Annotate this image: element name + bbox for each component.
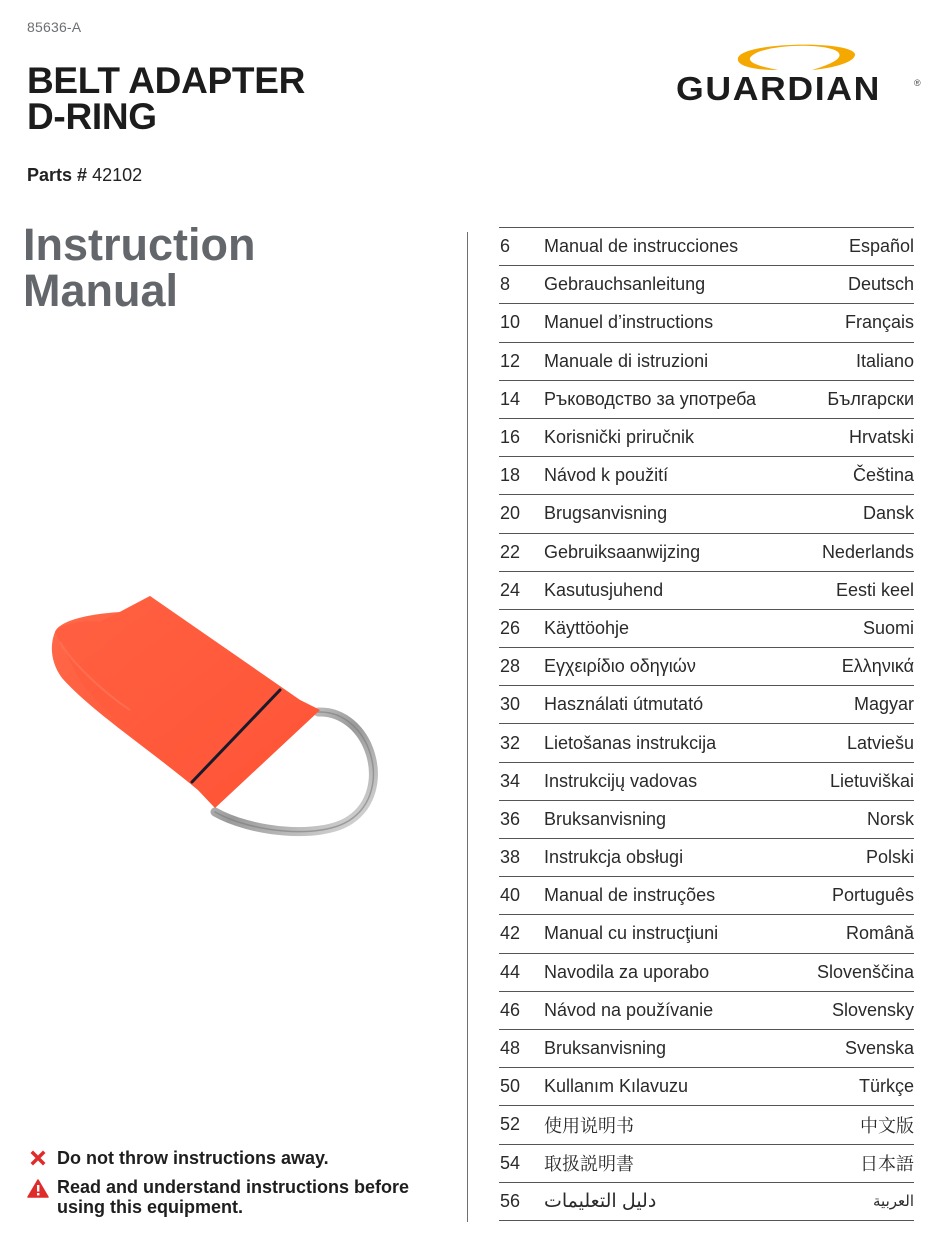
toc-row[interactable] (499, 992, 914, 1030)
toc-manual-title: Εγχειρίδιο οδηγιών (544, 656, 696, 677)
toc-manual-title: Bruksanvisning (544, 808, 667, 829)
toc-language: Svenska (844, 1038, 914, 1059)
toc-page-number: 26 (500, 617, 521, 638)
toc-manual-title: 使用说明书 (544, 1115, 634, 1136)
toc-page-number: 44 (500, 961, 521, 982)
toc-manual-title: Manuale di istruzioni (544, 350, 709, 371)
toc-row[interactable] (499, 1145, 914, 1183)
notice-read-instructions (27, 1177, 457, 1217)
toc-page-number: 38 (500, 847, 521, 868)
toc-language: Eesti keel (835, 579, 914, 600)
toc-language: Türkçe (858, 1076, 914, 1097)
manual-title-line2: Manual (23, 265, 179, 316)
manual-title-line1: Instruction (23, 219, 256, 270)
toc-page-number: 28 (500, 656, 521, 677)
toc-language: Suomi (862, 617, 914, 638)
toc-manual-title: Navodila za uporabo (544, 961, 710, 982)
toc-manual-title: Ръководство за употреба (544, 388, 757, 409)
parts-number (27, 165, 142, 186)
toc-manual-title: Bruksanvisning (544, 1038, 667, 1059)
toc-manual-title: Brugsanvisning (544, 503, 668, 524)
toc-language: العربية (873, 1193, 914, 1211)
column-divider (467, 232, 468, 1222)
toc-row[interactable] (499, 457, 914, 495)
toc-manual-title: Manual de instruções (544, 885, 716, 906)
notices (27, 1148, 457, 1226)
toc-manual-title: Használati útmutató (544, 694, 704, 715)
toc-page-number: 54 (500, 1152, 521, 1173)
warning-triangle-icon (27, 1179, 49, 1198)
toc-page-number: 12 (500, 350, 521, 371)
product-photo (0, 550, 460, 880)
toc-language: Română (845, 923, 914, 944)
toc-row[interactable] (499, 228, 914, 266)
toc-manual-title: Kasutusjuhend (544, 579, 664, 600)
toc-language: Ελληνικά (841, 656, 914, 677)
toc-language: Slovensky (831, 999, 914, 1020)
toc-manual-title: Návod na používanie (544, 999, 714, 1020)
toc-page-number: 6 (500, 236, 511, 257)
guardian-logo (676, 38, 926, 108)
toc-row[interactable] (499, 648, 914, 686)
toc-page-number: 42 (500, 923, 521, 944)
toc-row[interactable] (499, 686, 914, 724)
notice-keep-instructions (27, 1148, 457, 1168)
toc-page-number: 16 (500, 427, 521, 448)
toc-row[interactable] (499, 1183, 914, 1221)
toc-row[interactable] (499, 1030, 914, 1068)
toc-language: Português (831, 885, 914, 906)
document-id: 85636-A (27, 19, 82, 35)
toc-manual-title: Gebruiksaanwijzing (544, 541, 701, 562)
toc-row[interactable] (499, 304, 914, 342)
toc-language: Nederlands (821, 541, 914, 562)
toc-manual-title: Manual cu instrucţiuni (544, 923, 719, 944)
toc-page-number: 30 (500, 694, 521, 715)
parts-label: Parts # (27, 165, 88, 185)
toc-row[interactable] (499, 954, 914, 992)
toc-page-number: 48 (500, 1038, 521, 1059)
toc-manual-title: Manual de instrucciones (544, 236, 739, 257)
product-title-line1: BELT ADAPTER (27, 60, 306, 101)
toc-manual-title: Kullanım Kılavuzu (544, 1076, 689, 1097)
manual-title (23, 219, 256, 316)
toc-page-number: 24 (500, 579, 521, 600)
notice-text: Read and understand instructions before using this equipment. (57, 1177, 410, 1217)
toc-page-number: 50 (500, 1076, 521, 1097)
toc-row[interactable] (499, 572, 914, 610)
toc-language: Español (848, 236, 914, 257)
toc-page-number: 18 (500, 465, 521, 486)
toc-row[interactable] (499, 801, 914, 839)
toc-page-number: 14 (500, 388, 521, 409)
toc-language: Français (844, 312, 914, 333)
product-title (27, 60, 306, 137)
notice-text: Do not throw instructions away. (57, 1148, 329, 1168)
toc-manual-title: دليل التعليمات (544, 1190, 657, 1212)
toc-row[interactable] (499, 343, 914, 381)
toc-page-number: 52 (500, 1114, 521, 1135)
language-table-of-contents (499, 227, 914, 1221)
toc-language: 日本語 (860, 1154, 914, 1175)
logo-wordmark: GUARDIAN (676, 70, 882, 107)
toc-row[interactable] (499, 610, 914, 648)
toc-page-number: 34 (500, 770, 521, 791)
toc-page-number: 10 (500, 312, 521, 333)
toc-language: Deutsch (847, 274, 914, 295)
toc-row[interactable] (499, 266, 914, 304)
toc-manual-title: 取扱説明書 (544, 1154, 634, 1175)
toc-row[interactable] (499, 724, 914, 762)
toc-page-number: 32 (500, 732, 521, 753)
registered-mark: ® (914, 78, 921, 88)
toc-manual-title: Návod k použití (544, 465, 669, 486)
toc-language: 中文版 (860, 1115, 914, 1136)
toc-page-number: 36 (500, 808, 521, 829)
toc-language: Dansk (862, 503, 914, 524)
toc-page-number: 40 (500, 885, 521, 906)
toc-page-number: 56 (500, 1190, 521, 1211)
toc-manual-title: Käyttöohje (544, 617, 630, 638)
toc-manual-title: Lietošanas instrukcija (544, 732, 717, 753)
toc-row[interactable] (499, 763, 914, 801)
toc-language: Hrvatski (848, 427, 914, 448)
toc-language: Lietuviškai (829, 770, 914, 791)
toc-language: Norsk (866, 808, 914, 829)
toc-page-number: 46 (500, 999, 521, 1020)
toc-manual-title: Instrukcja obsługi (544, 847, 684, 868)
toc-language: Български (827, 388, 914, 409)
toc-language: Slovenščina (816, 961, 914, 982)
toc-manual-title: Manuel d’instructions (544, 312, 714, 333)
toc-row[interactable] (499, 1106, 914, 1144)
toc-manual-title: Instrukcijų vadovas (544, 770, 698, 791)
toc-row[interactable] (499, 419, 914, 457)
toc-row[interactable] (499, 1068, 914, 1106)
toc-language: Latviešu (846, 732, 914, 753)
toc-row[interactable] (499, 534, 914, 572)
toc-row[interactable] (499, 495, 914, 533)
toc-row[interactable] (499, 877, 914, 915)
toc-manual-title: Gebrauchsanleitung (544, 274, 706, 295)
x-mark-icon (27, 1150, 49, 1166)
toc-page-number: 20 (500, 503, 521, 524)
logo-swoosh-icon (734, 38, 858, 74)
toc-language: Čeština (852, 465, 914, 486)
toc-manual-title: Korisnički priručnik (544, 427, 695, 448)
toc-row[interactable] (499, 381, 914, 419)
parts-value: 42102 (92, 165, 143, 185)
toc-language: Polski (865, 847, 914, 868)
product-title-line2: D-RING (27, 96, 157, 137)
toc-page-number: 8 (500, 274, 511, 295)
toc-language: Italiano (855, 350, 914, 371)
toc-page-number: 22 (500, 541, 521, 562)
toc-row[interactable] (499, 915, 914, 953)
toc-language: Magyar (853, 694, 914, 715)
toc-row[interactable] (499, 839, 914, 877)
